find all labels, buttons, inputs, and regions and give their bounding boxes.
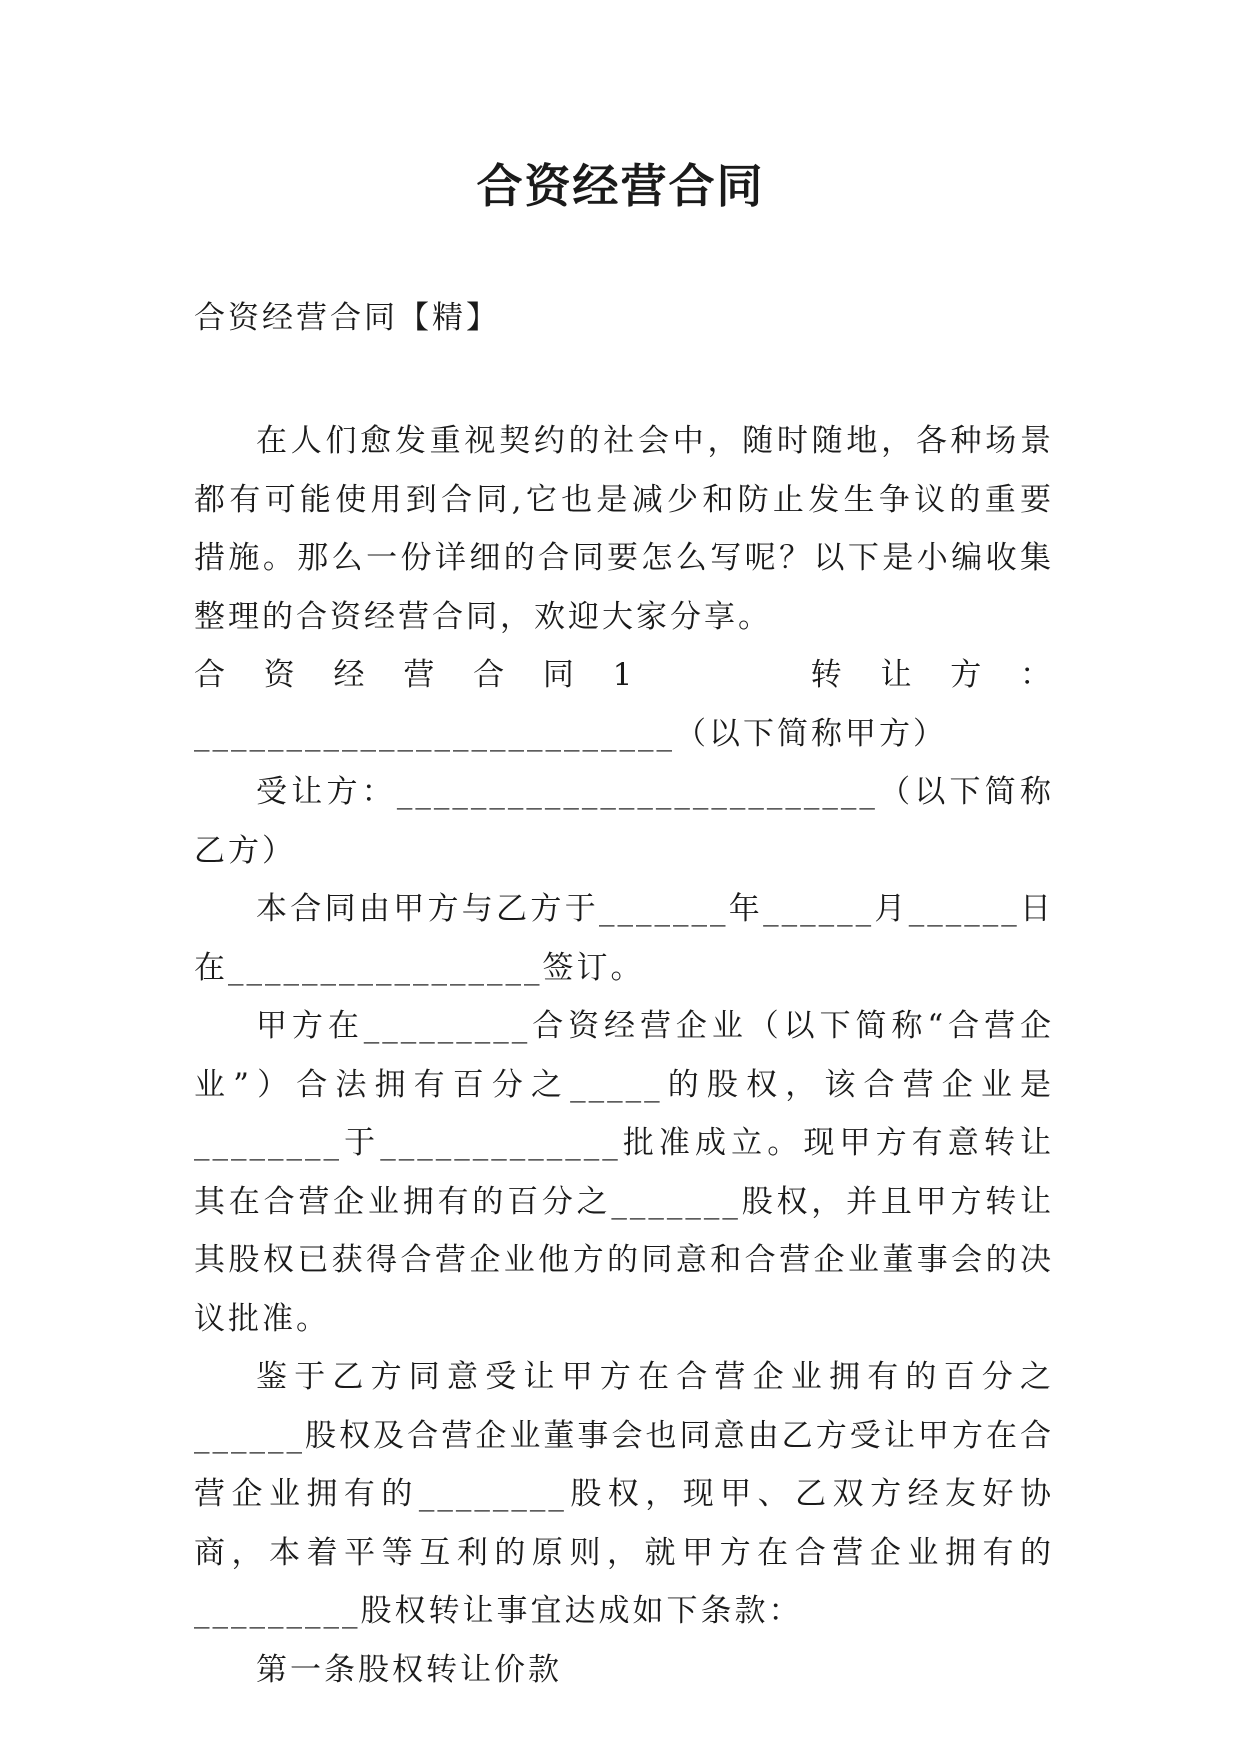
document-body bbox=[194, 412, 1054, 1699]
paragraph-transferee: 受让方：__________________________（以下简称乙方） bbox=[194, 774, 1054, 869]
document-subtitle: 合资经营合同【精】 bbox=[194, 300, 500, 336]
paragraph-article-1: 第一条股权转让价款 bbox=[256, 1651, 562, 1688]
document-title: 合资经营合同 bbox=[476, 159, 765, 213]
paragraph-whereas: 鉴于乙方同意受让甲方在合营企业拥有的百分之______股权及合营企业董事会也同意由乙方受让甲方在合营企业拥有的________股权，现甲、乙双方经友好协商，本着平等互利的原则，就甲方在合营企业拥有的_________股权转让事宜达成如下条款： bbox=[194, 1359, 1054, 1629]
paragraph-party-a-equity: 甲方在_________合资经营企业（以下简称“合营企业”）合法拥有百分之_____的股权，该合营企业是________于_____________批准成立。现甲方有意转让其在合营企业拥有的百分之_______股权，并且甲方转让其股权已获得合营企业他方的同意和合营企业董事会的决议批准。 bbox=[194, 1008, 1054, 1337]
paragraph-signing: 本合同由甲方与乙方于_______年______月______日在_________________签订。 bbox=[194, 891, 1054, 986]
paragraph-intro: 在人们愈发重视契约的社会中，随时随地，各种场景都有可能使用到合同,它也是减少和防止发生争议的重要措施。那么一份详细的合同要怎么写呢？以下是小编收集整理的合资经营合同，欢迎大家分享。 bbox=[194, 423, 1054, 635]
paragraph-transferor: 合资经营合同1 转让方：__________________________（以下简称甲方） bbox=[194, 657, 1054, 752]
